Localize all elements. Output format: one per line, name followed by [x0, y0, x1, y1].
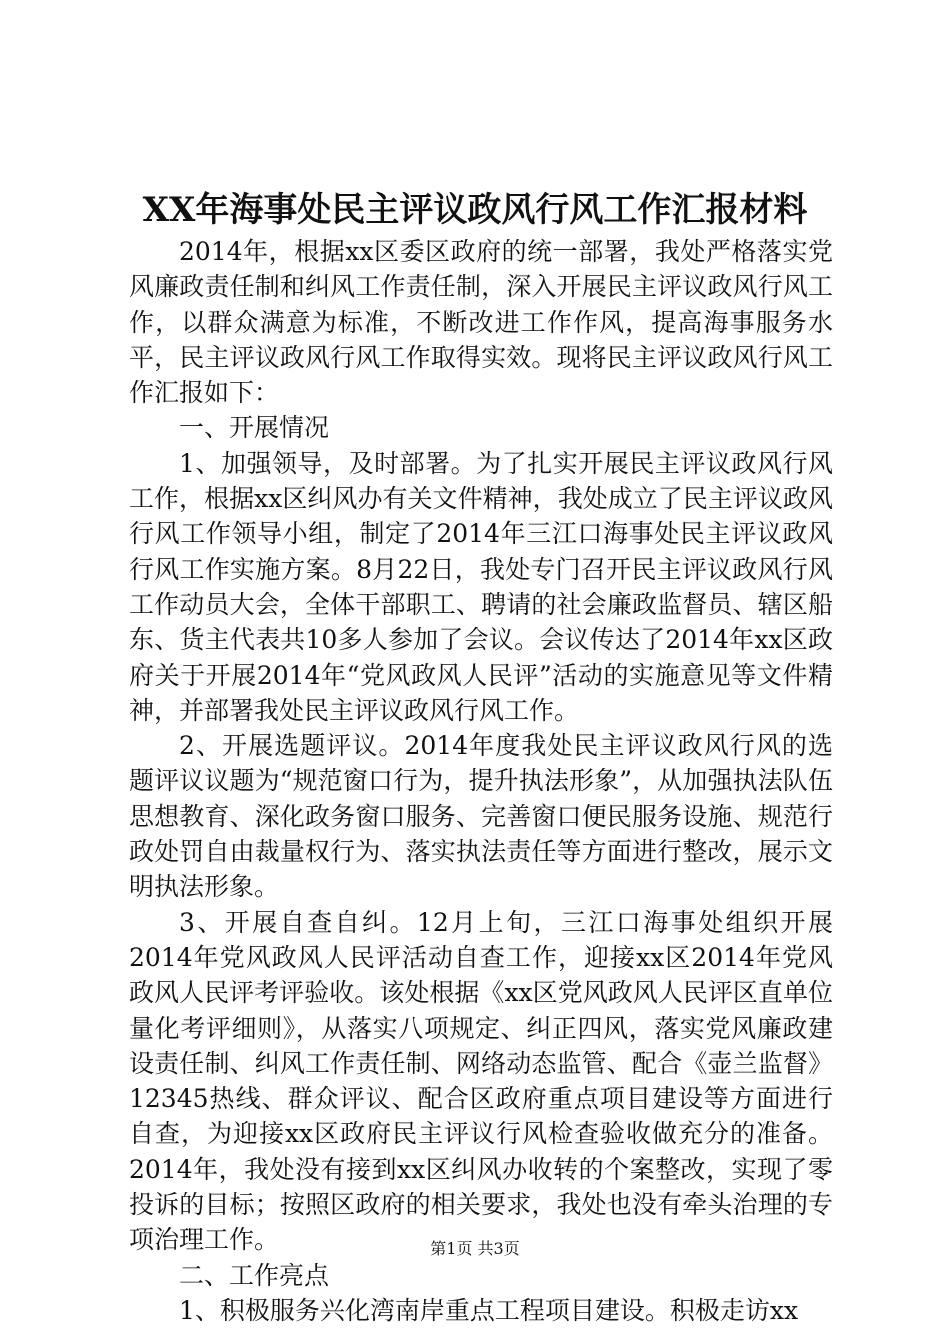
section-heading-highlights: 二、工作亮点 [179, 1260, 330, 1290]
document-body [129, 234, 833, 1328]
section-heading-progress: 一、开展情况 [179, 413, 330, 443]
document-title: XX年海事处民主评议政风行风工作汇报材料 [142, 190, 808, 230]
page-footer: 第1页 共3页 [430, 1239, 520, 1258]
paragraph-leadership: 1、加强领导，及时部署。为了扎实开展民主评议政风行风工作，根据xx区纠风办有关文件精神，我处成立了民主评议政风行风工作领导小组，制定了2014年三江口海事处民主评议政风行风工作实施方案。8月22日，我处专门召开民主评议政风行风工作动员大会，全体干部职工、聘请的社会廉政监督员、辖区船东、货主代表共10多人参加了会议。会议传达了2014年xx区政府关于开展2014年“党风政风人民评”活动的实施意见等文件精神，并部署我处民主评议政风行风工作。 [129, 448, 833, 725]
paragraph-topic-review: 2、开展选题评议。2014年度我处民主评议政风行风的选题评议议题为“规范窗口行为，提升执法形象”，从加强执法队伍思想教育、深化政务窗口服务、完善窗口便民服务设施、规范行政处罚自由裁量权行为、落实执法责任等方面进行整改，展示文明执法形象。 [129, 731, 833, 902]
paragraph-project-service: 1、积极服务兴化湾南岸重点工程项目建设。积极走访xx [179, 1295, 799, 1325]
paragraph-self-inspection: 3、开展自查自纠。12月上旬，三江口海事处组织开展2014年党风政风人民评活动自查工作，迎接xx区2014年党风政风人民评考评验收。该处根据《xx区党风政风人民评区直单位量化考评细则》，从落实八项规定、纠正四风，落实党风廉政建设责任制、纠风工作责任制、网络动态监管、配合《壶兰监督》12345热线、群众评议、配合区政府重点项目建设等方面进行自查，为迎接xx区政府民主评议行风检查验收做充分的准备。2014年，我处没有接到xx区纠风办收转的个案整改，实现了零投诉的目标；按照区政府的相关要求，我处也没有牵头治理的专项治理工作。 [129, 907, 833, 1255]
intro-paragraph: 2014年，根据xx区委区政府的统一部署，我处严格落实党风廉政责任制和纠风工作责任制，深入开展民主评议政风行风工作，以群众满意为标准，不断改进工作作风，提高海事服务水平，民主评议政风行风工作取得实效。现将民主评议政风行风工作汇报如下： [129, 237, 833, 408]
